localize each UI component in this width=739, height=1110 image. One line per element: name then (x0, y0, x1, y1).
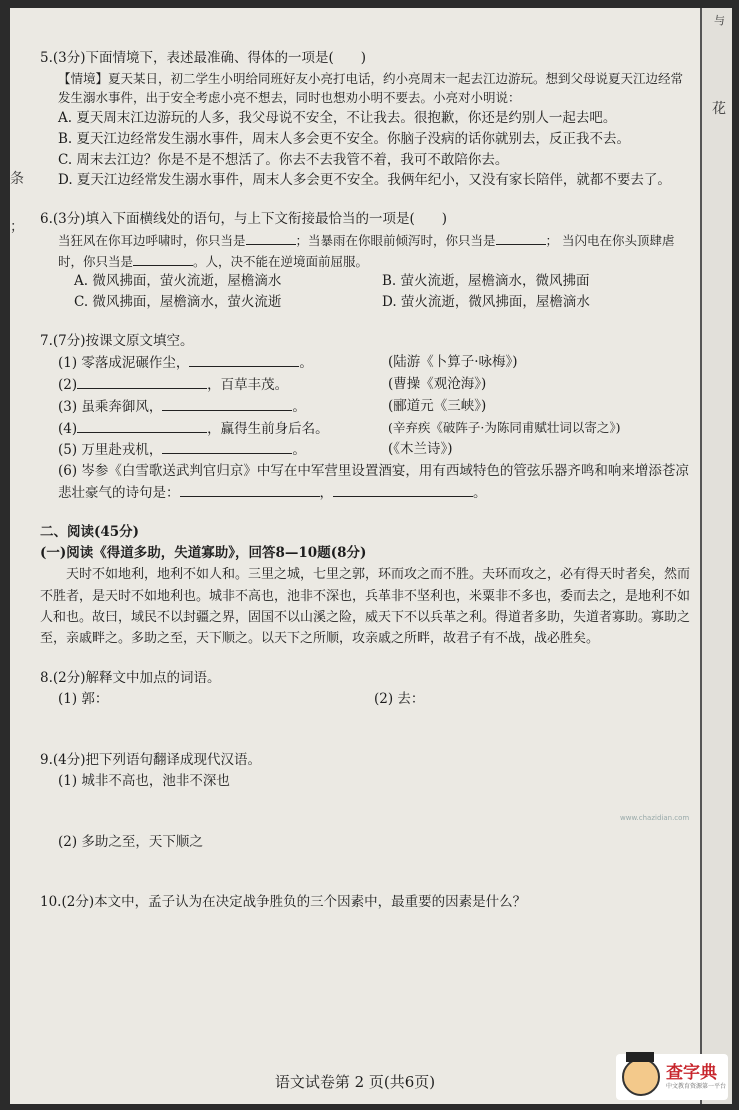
q6-option-d: D. 萤火流逝，微风拂面，屋檐滴水 (382, 293, 590, 310)
q6-stem: 6.(3分)填入下面横线处的语句，与上下文衔接最恰当的一项是( ) (40, 211, 448, 228)
chazidian-logo (616, 1054, 728, 1100)
questions-body (40, 48, 690, 913)
q8-item-a: (1) 郭： (58, 690, 109, 707)
graduate-mascot-icon (622, 1058, 660, 1096)
q6-options-row-1 (40, 271, 690, 292)
q7-stem: 7.(7分)按课文原文填空。 (40, 332, 194, 349)
q7-blank-1 (189, 352, 299, 367)
q7-item-3-text: (3) 虽乘奔御风， (58, 398, 163, 415)
watermark: www.chazidian.com (620, 814, 690, 822)
q9-item-b: (2) 多助之至，天下顺之 (58, 833, 203, 850)
q7-item-4-text: ，赢得生前身后名。 (207, 420, 329, 437)
q6-text-d: 。人，决不能在逆境面前屈服。 (193, 253, 369, 269)
q8-item-b: (2) 去： (374, 690, 425, 707)
q7-item-2-text: ，百草丰茂。 (207, 376, 289, 393)
q7-blank-4 (77, 418, 207, 433)
q7-item-4-source: (辛弃疾《破阵子·为陈同甫赋壮词以寄之》) (388, 419, 621, 435)
q8-subitems (40, 689, 690, 710)
edge-char-1: 花 (712, 101, 726, 117)
q5-stem: 5.(3分)下面情境下，表述最准确、得体的一项是( ) (40, 50, 367, 66)
q6-blank-1 (246, 230, 296, 245)
logo-name: 查字典 (666, 1063, 717, 1084)
q5-option-c: C. 周末去江边？你是不是不想活了。你去不去我管不着，我可不敢陪你去。 (58, 151, 509, 168)
q7-item-4-num: (4) (58, 420, 78, 437)
q5-option-a: A. 夏天周末江边游玩的人多，我父母说不安全，不让我去。很抱歉，你还是约别人一起去吧。 (58, 109, 617, 126)
exam-page (10, 8, 732, 1104)
q7-item-6-text: (6) 岑参《白雪歌送武判官归京》中写在中军营里设置酒宴，用有西域特色的管弦乐器齐鸣和响来增添苍凉悲壮豪气的诗句是： (58, 463, 689, 502)
next-page-edge (702, 8, 732, 1104)
q7-blank-2 (77, 374, 207, 389)
q5-context: 【情境】夏天某日，初二学生小明给同班好友小亮打电话，约小亮周末一起去江边游玩。想到父母说夏天江边经常发生溺水事件，出于安全考虑小亮不想去，同时也想劝小明不要去。小亮对小明说： (58, 70, 684, 106)
q9-item-a: (1) 城非不高也，池非不深也 (58, 772, 230, 789)
q7-item-1-source: (陆游《卜算子·咏梅》) (388, 353, 518, 370)
q6-text-c: 当闪电在你头顶肆虐时，你只当是 (58, 233, 675, 269)
q7-item-2 (40, 374, 690, 396)
q7-item-3: (3) 虽乘奔御风， 。 (郦道元《三峡》) (40, 396, 690, 418)
q10-stem: 10.(2分)本文中，孟子认为在决定战争胜负的三个因素中，最重要的因素是什么？ (40, 894, 527, 911)
q5-option-b: B. 夏天江边经常发生溺水事件，周末人多会更不安全。你脑子没病的话你就别去，反正我不去。 (58, 130, 631, 147)
q5-option-d: D. 夏天江边经常发生溺水事件，周末人多会更不安全。我俩年纪小，又没有家长陪伴，就都不要去了。 (58, 172, 671, 189)
section-reading-title: 二、阅读(45分) (40, 524, 140, 541)
reading-1-heading: (一)阅读《得道多助，失道寡助》，回答8—10题(8分) (40, 545, 367, 562)
q7-item-1: (1) 零落成泥碾作尘， 。 (陆游《卜算子·咏梅》) (40, 352, 690, 374)
q7-blank-6 (180, 482, 320, 497)
prev-page-char-2: ； (10, 219, 24, 235)
q6-text-b: ；当暴雨在你眼前倾泻时，你只当是 (295, 233, 496, 249)
page-footer: 语文试卷第 2 页(共6页) (274, 1073, 436, 1091)
q6-option-c: C. 微风拂面，屋檐滴水，萤火流逝 (74, 293, 282, 310)
q7-item-5: (5) 万里赴戎机， 。 (《木兰诗》) (40, 439, 690, 461)
q7-item-5-text: (5) 万里赴戎机， (58, 442, 163, 459)
q7-item-2-num: (2) (58, 376, 78, 393)
q7-item-5-source: (《木兰诗》) (388, 441, 453, 458)
q7-item-2-source: (曹操《观沧海》) (388, 375, 487, 392)
q7-item-3-source: (郦道元《三峡》) (388, 397, 487, 414)
q7-item-6: (6) 岑参《白雪歌送武判官归京》中写在中军营里设置酒宴，用有西域特色的管弦乐器齐鸣和响来增添苍凉悲壮豪气的诗句是： ， 。 (58, 463, 689, 502)
logo-tagline: 中文教育资源第一平台 (666, 1082, 727, 1090)
q6-options-row-2 (40, 292, 690, 313)
q9-stem: 9.(4分)把下列语句翻译成现代汉语。 (40, 751, 262, 768)
q8-stem: 8.(2分)解释文中加点的词语。 (40, 669, 221, 686)
q7-blank-7 (333, 482, 473, 497)
q7-item-1-text: (1) 零落成泥碾作尘， (58, 354, 190, 371)
q7-item-4 (40, 418, 690, 440)
q6-text: 当狂风在你耳边呼啸时，你只当是 ；当暴雨在你眼前倾泻时，你只当是 ； 当闪电在你头顶肆虐时，你只当是 。人，决不能在逆境面前屈服。 (40, 230, 690, 271)
q6-blank-2 (496, 230, 546, 245)
q7-blank-5 (162, 439, 292, 454)
prev-page-char-1: 条 (10, 171, 24, 187)
q6-option-b: B. 萤火流逝，屋檐滴水，微风拂面 (382, 273, 590, 290)
q6-blank-3 (133, 251, 193, 266)
q6-option-a: A. 微风拂面，萤火流逝，屋檐滴水 (74, 273, 282, 290)
edge-char-2: 与 (714, 14, 725, 27)
q6-text-a: 当狂风在你耳边呼啸时，你只当是 (58, 233, 246, 249)
reading-1-passage: 天时不如地利，地利不如人和。三里之城，七里之郭，环而攻之而不胜。夫环而攻之，必有得天时者矣，然而不胜者，是天时不如地利也。城非不高也，池非不深也，兵革非不坚利也，米粟非不多也，委而去之，是地利不如人和也。故曰，域民不以封疆之界，固国不以山溪之险，威天下不以兵革之利。得道者多助，失道者寡助。寡助之至，亲戚畔之。多助之至，天下顺之。以天下之所顺，攻亲戚之所畔，故君子有不战，战必胜矣。 (40, 567, 691, 647)
q7-blank-3 (162, 396, 292, 411)
